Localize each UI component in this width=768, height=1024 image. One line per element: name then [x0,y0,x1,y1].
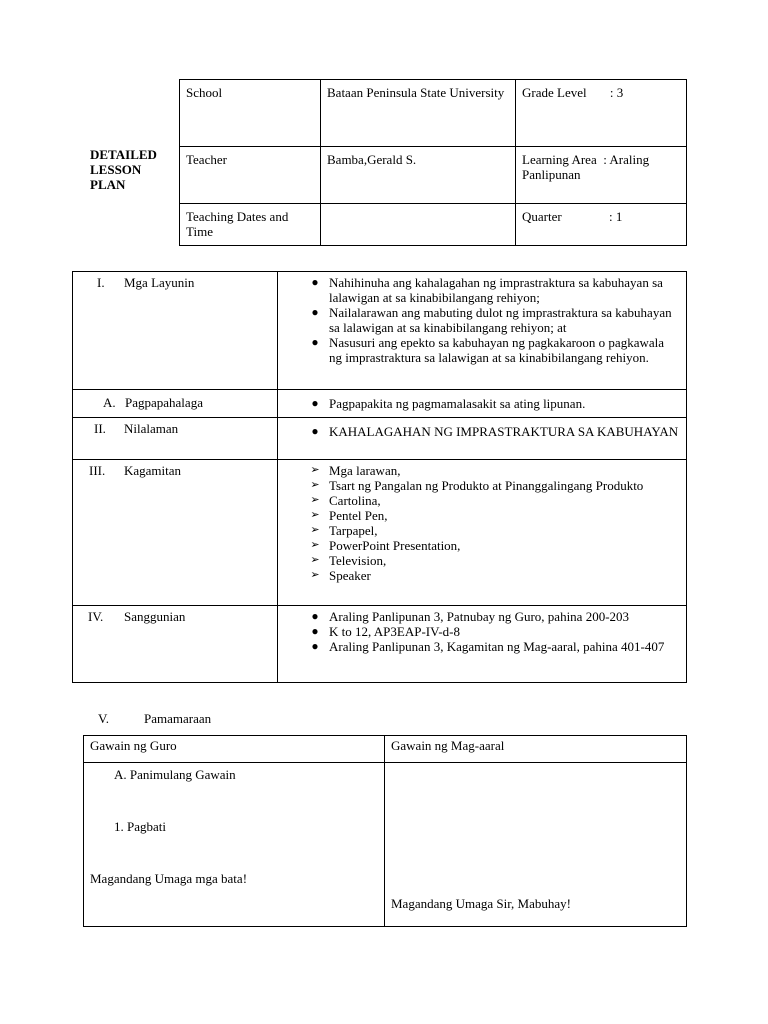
objectives-list [284,275,680,365]
step-label: 1. Pagbati [114,819,166,834]
list-item: ● Araling Panlipunan 3, Kagamitan ng Mag-aaral, pahina 401-407 [284,639,680,654]
quarter-label: Quarter [522,209,562,224]
bullet-icon: ● [311,396,319,410]
section-row-references [73,606,687,683]
section-title: Mga Layunin [124,275,195,290]
arrow-bullet-icon: ➢ [310,554,320,566]
section-number: I. [97,275,105,290]
teacher-label: Teacher [180,147,321,204]
section-number: A. [103,395,116,410]
student-greeting: Magandang Umaga Sir, Mabuhay! [391,896,571,911]
grade-value: : 3 [609,85,624,100]
title-line: PLAN [90,177,126,192]
arrow-bullet-icon: ➢ [310,524,320,536]
values-list [284,396,680,411]
header-table [179,79,687,246]
teacher-greeting: Magandang Umaga mga bata! [90,871,248,886]
section-number: IV. [88,609,104,624]
materials-list [284,463,680,583]
list-item: ● KAHALAGAHAN NG IMPRASTRAKTURA SA KABUHAYAN [284,424,680,439]
subsection-label: A. Panimulang Gawain [114,767,236,782]
list-item: ● Nailalarawan ang mabuting dulot ng imprastraktura sa kabuhayan sa lalawigan at sa kinabibilangang rehiyon; at [284,305,680,335]
list-item: ● Araling Panlipunan 3, Patnubay ng Guro, pahina 200-203 [284,609,680,624]
section-row-content [73,418,687,460]
section-label [79,395,271,410]
student-activity-cell [385,763,687,927]
arrow-bullet-icon: ➢ [310,494,320,506]
bullet-icon: ● [311,424,319,438]
section-label [79,609,271,624]
section-title: Sanggunian [124,609,186,624]
section-row-values [73,390,687,418]
teacher-activity-header: Gawain ng Guro [84,736,385,763]
list-item: ➢ Pentel Pen, [284,508,680,523]
section-number: II. [94,421,106,436]
section-label [79,421,271,436]
procedure-heading [98,711,212,726]
bullet-icon: ● [311,335,319,349]
grade-label: Grade Level [522,85,587,100]
section-title: Kagamitan [124,463,182,478]
school-value: Bataan Peninsula State University [321,80,516,147]
student-activity-header: Gawain ng Mag-aaral [385,736,687,763]
list-item: ● Nasusuri ang epekto sa kabuhayan ng pagkakaroon o pagkawala ng imprastraktura sa lalawigan at sa kinabibilangang rehiyon. [284,335,680,365]
quarter [516,204,687,246]
grade-level [516,80,687,147]
section-row-objectives [73,272,687,390]
list-item: ➢ Tarpapel, [284,523,680,538]
section-label [79,463,271,478]
list-item: ➢ Tsart ng Pangalan ng Produkto at Pinanggalingang Produkto [284,478,680,493]
list-item: ➢ Mga larawan, [284,463,680,478]
learning-area [516,147,687,204]
section-number: V. [98,711,109,726]
list-item: ➢ Television, [284,553,680,568]
list-item: ● Pagpapakita ng pagmamalasakit sa ating lipunan. [284,396,680,411]
lesson-sections-table [72,271,687,683]
arrow-bullet-icon: ➢ [310,464,320,476]
bullet-icon: ● [311,639,319,653]
document-title [90,147,157,192]
list-item: ● K to 12, AP3EAP-IV-d-8 [284,624,680,639]
title-line: LESSON [90,162,142,177]
section-title: Pamamaraan [144,711,212,726]
section-number: III. [89,463,106,478]
list-item: ➢ Cartolina, [284,493,680,508]
references-list [284,609,680,654]
area-label: Learning Area [522,152,597,167]
area-value: : Araling Panlipunan [522,152,650,182]
dates-value [321,204,516,246]
list-item: ➢ PowerPoint Presentation, [284,538,680,553]
content-list [284,424,680,439]
teacher-activity-cell [84,763,385,927]
section-label [79,275,271,290]
bullet-icon: ● [311,609,319,623]
title-line: DETAILED [90,147,157,162]
teacher-value: Bamba,Gerald S. [321,147,516,204]
arrow-bullet-icon: ➢ [310,479,320,491]
list-item: ● Nahihinuha ang kahalagahan ng imprastraktura sa kabuhayan sa lalawigan at sa kinabibilangang rehiyon; [284,275,680,305]
bullet-icon: ● [311,624,319,638]
section-row-materials [73,460,687,606]
section-title: Pagpapahalaga [125,395,203,410]
quarter-value: : 1 [608,209,623,224]
arrow-bullet-icon: ➢ [310,569,320,581]
arrow-bullet-icon: ➢ [310,509,320,521]
arrow-bullet-icon: ➢ [310,539,320,551]
list-item: ➢ Speaker [284,568,680,583]
activity-table [83,735,687,927]
bullet-icon: ● [311,275,319,289]
bullet-icon: ● [311,305,319,319]
dates-label: Teaching Dates and Time [180,204,321,246]
section-title: Nilalaman [124,421,179,436]
school-label: School [180,80,321,147]
